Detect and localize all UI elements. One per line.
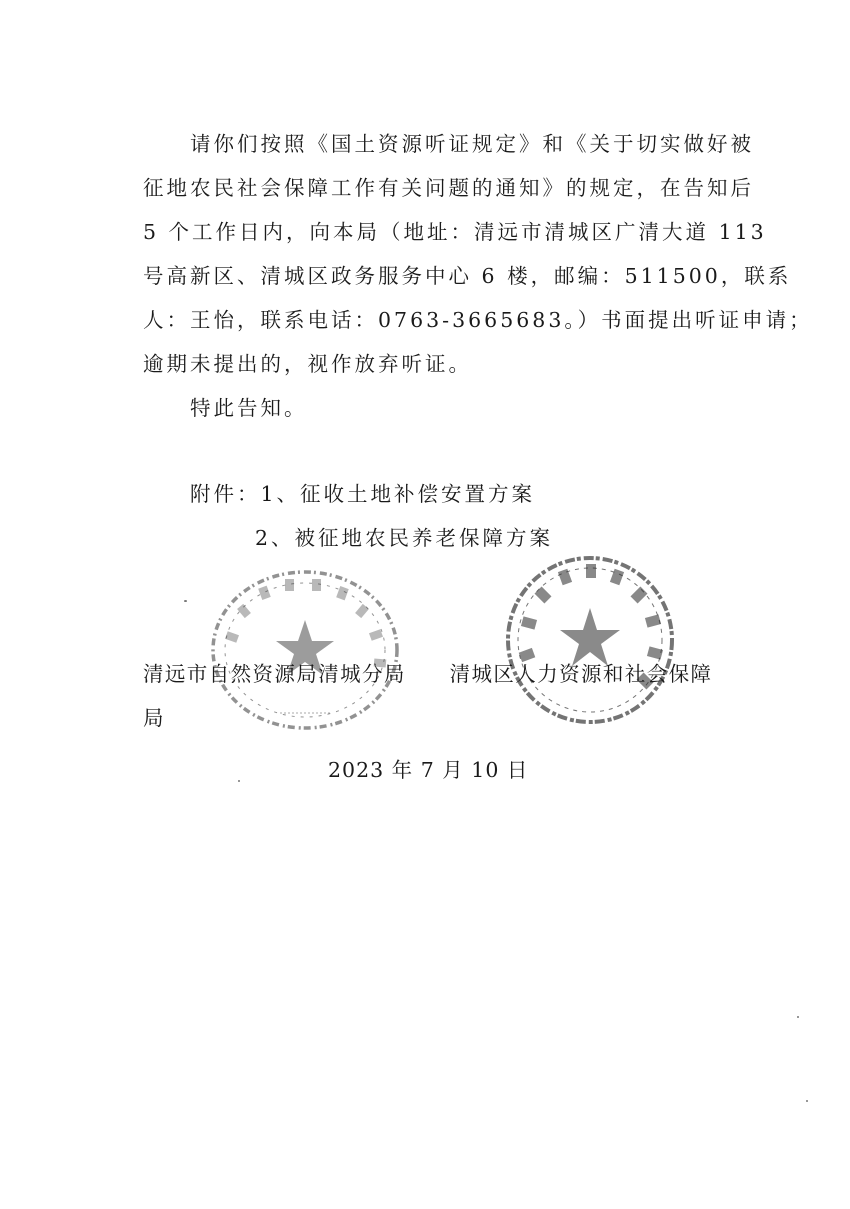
signatory-line-1: 清远市自然资源局清城分局 清城区人力资源和社会保障 <box>143 662 713 686</box>
right-official-seal <box>500 550 680 730</box>
scan-speck <box>797 1016 799 1018</box>
closing-text: 特此告知。 <box>190 396 308 420</box>
right-seal-star-icon <box>560 608 620 666</box>
left-official-seal <box>200 565 410 735</box>
scan-speck <box>184 600 187 602</box>
attachment-2: 2、被征地农民养老保障方案 <box>255 526 554 550</box>
body-line-4: 号高新区、清城区政务服务中心 6 楼，邮编：511500，联系 <box>143 264 792 288</box>
body-line-3: 5 个工作日内，向本局（地址：清远市清城区广清大道 113 <box>143 220 767 244</box>
document-date: 2023 年 7 月 10 日 <box>328 758 529 782</box>
scan-speck <box>238 780 240 782</box>
body-line-5: 人：王怡，联系电话：0763-3665683。）书面提出听证申请； <box>143 308 813 332</box>
scan-speck <box>806 1100 808 1102</box>
attachment-1: 附件：1、征收土地补偿安置方案 <box>190 482 536 506</box>
signatory-line-2: 局 <box>143 706 167 730</box>
body-line-1: 请你们按照《国土资源听证规定》和《关于切实做好被 <box>190 132 754 156</box>
body-line-2: 征地农民社会保障工作有关问题的通知》的规定，在告知后 <box>143 176 754 200</box>
body-line-6: 逾期未提出的，视作放弃听证。 <box>143 352 472 376</box>
